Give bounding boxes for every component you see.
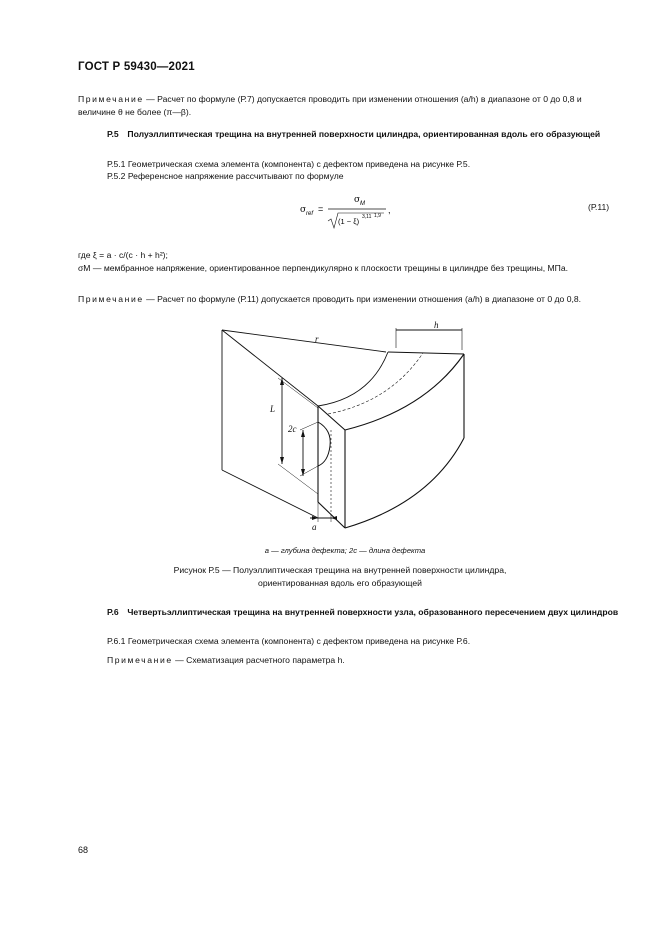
note-p11 (78, 293, 618, 306)
crack-semi-ellipse (318, 422, 330, 466)
paragraph-p52: Р.5.2 Референсное напряжение рассчитывают по формуле (107, 171, 344, 181)
2c-arrow-top (301, 430, 305, 437)
L-arrow-bottom (280, 457, 284, 464)
note-text: — Расчет по формуле (Р.7) допускается проводить при изменении отношения (a/h) в диапазоне от 0 до 0,8 и величине θ не более (π—β). (78, 94, 582, 117)
note-text: — Схематизация расчетного параметра h. (172, 655, 345, 665)
caption-line-2: ориентированная вдоль его образующей (258, 577, 422, 588)
formula-den-exp-outer: 1,9 (374, 213, 381, 219)
figure-p5-diagram (210, 318, 480, 538)
note-label: Примечание (78, 294, 144, 304)
formula-lhs: σ (300, 205, 307, 215)
paragraph-p51: Р.5.1 Геометрическая схема элемента (компонента) с дефектом приведена на рисунке Р.5. (107, 159, 471, 169)
section-p6-heading (107, 606, 619, 619)
formula-den-inner: (1 − ξ) (338, 217, 360, 226)
inner-arc-top (318, 352, 388, 406)
where-line-2: σM — мембранное напряжение, ориентированное перпендикулярно к плоскости трещины в цилиндре без трещины, МПа. (78, 263, 569, 273)
outer-arc-top (345, 354, 464, 430)
outer-arc-bottom (345, 438, 464, 528)
figure-legend: a — глубина дефекта; 2c — длина дефекта (264, 546, 426, 555)
note-text: — Расчет по формуле (Р.11) допускается проводить при изменении отношения (a/h) в диапазоне от 0 до 0,8. (143, 294, 582, 304)
svg-text:=: = (318, 204, 324, 214)
caption-line-1: Рисунок Р.5 — Полуэллиптическая трещина на внутренней поверхности цилиндра, (173, 565, 507, 575)
figure-caption (130, 564, 550, 589)
r-extension-line (222, 330, 386, 352)
note-p7 (78, 93, 618, 118)
label-L: L (270, 404, 276, 414)
where-line-1: где ξ = a · c/(c · h + h²); (78, 250, 168, 260)
front-bottom-edge (318, 502, 345, 528)
formula-p11 (296, 193, 416, 231)
note-label: Примечание (107, 655, 173, 665)
formula-lhs-sub: ref (306, 211, 314, 217)
document-header: ГОСТ Р 59430—2021 (78, 61, 195, 73)
bottom-extension-line (222, 470, 318, 518)
formula-den-exp-inner: 3,11 (362, 214, 372, 220)
label-2c: 2c (288, 424, 297, 434)
formula-numerator: σ (354, 195, 361, 205)
section-title: Четвертьэллиптическая трещина на внутренней поверхности узла, образованного пересечением двух цилиндров (127, 607, 619, 617)
a-arrow-right (331, 516, 337, 520)
section-p5-heading (107, 128, 619, 141)
paragraph-p61: Р.6.1 Геометрическая схема элемента (компонента) с дефектом приведена на рисунке Р.6. (107, 636, 471, 646)
section-number: Р.6 (107, 607, 119, 617)
label-a: a (312, 522, 317, 532)
formula-numerator-sub: M (360, 201, 365, 207)
section-title: Полуэллиптическая трещина на внутренней поверхности цилиндра, ориентированная вдоль его образующей (127, 129, 601, 139)
label-r: r (315, 334, 319, 344)
top-front-edge (318, 406, 345, 430)
page-number: 68 (78, 845, 89, 855)
equation-number: (Р.11) (588, 202, 610, 212)
top-edge-h (388, 352, 464, 354)
note-p6 (107, 654, 619, 667)
section-number: Р.5 (107, 129, 119, 139)
svg-text:,: , (388, 205, 391, 215)
note-label: Примечание (78, 94, 144, 104)
label-h: h (434, 320, 439, 330)
